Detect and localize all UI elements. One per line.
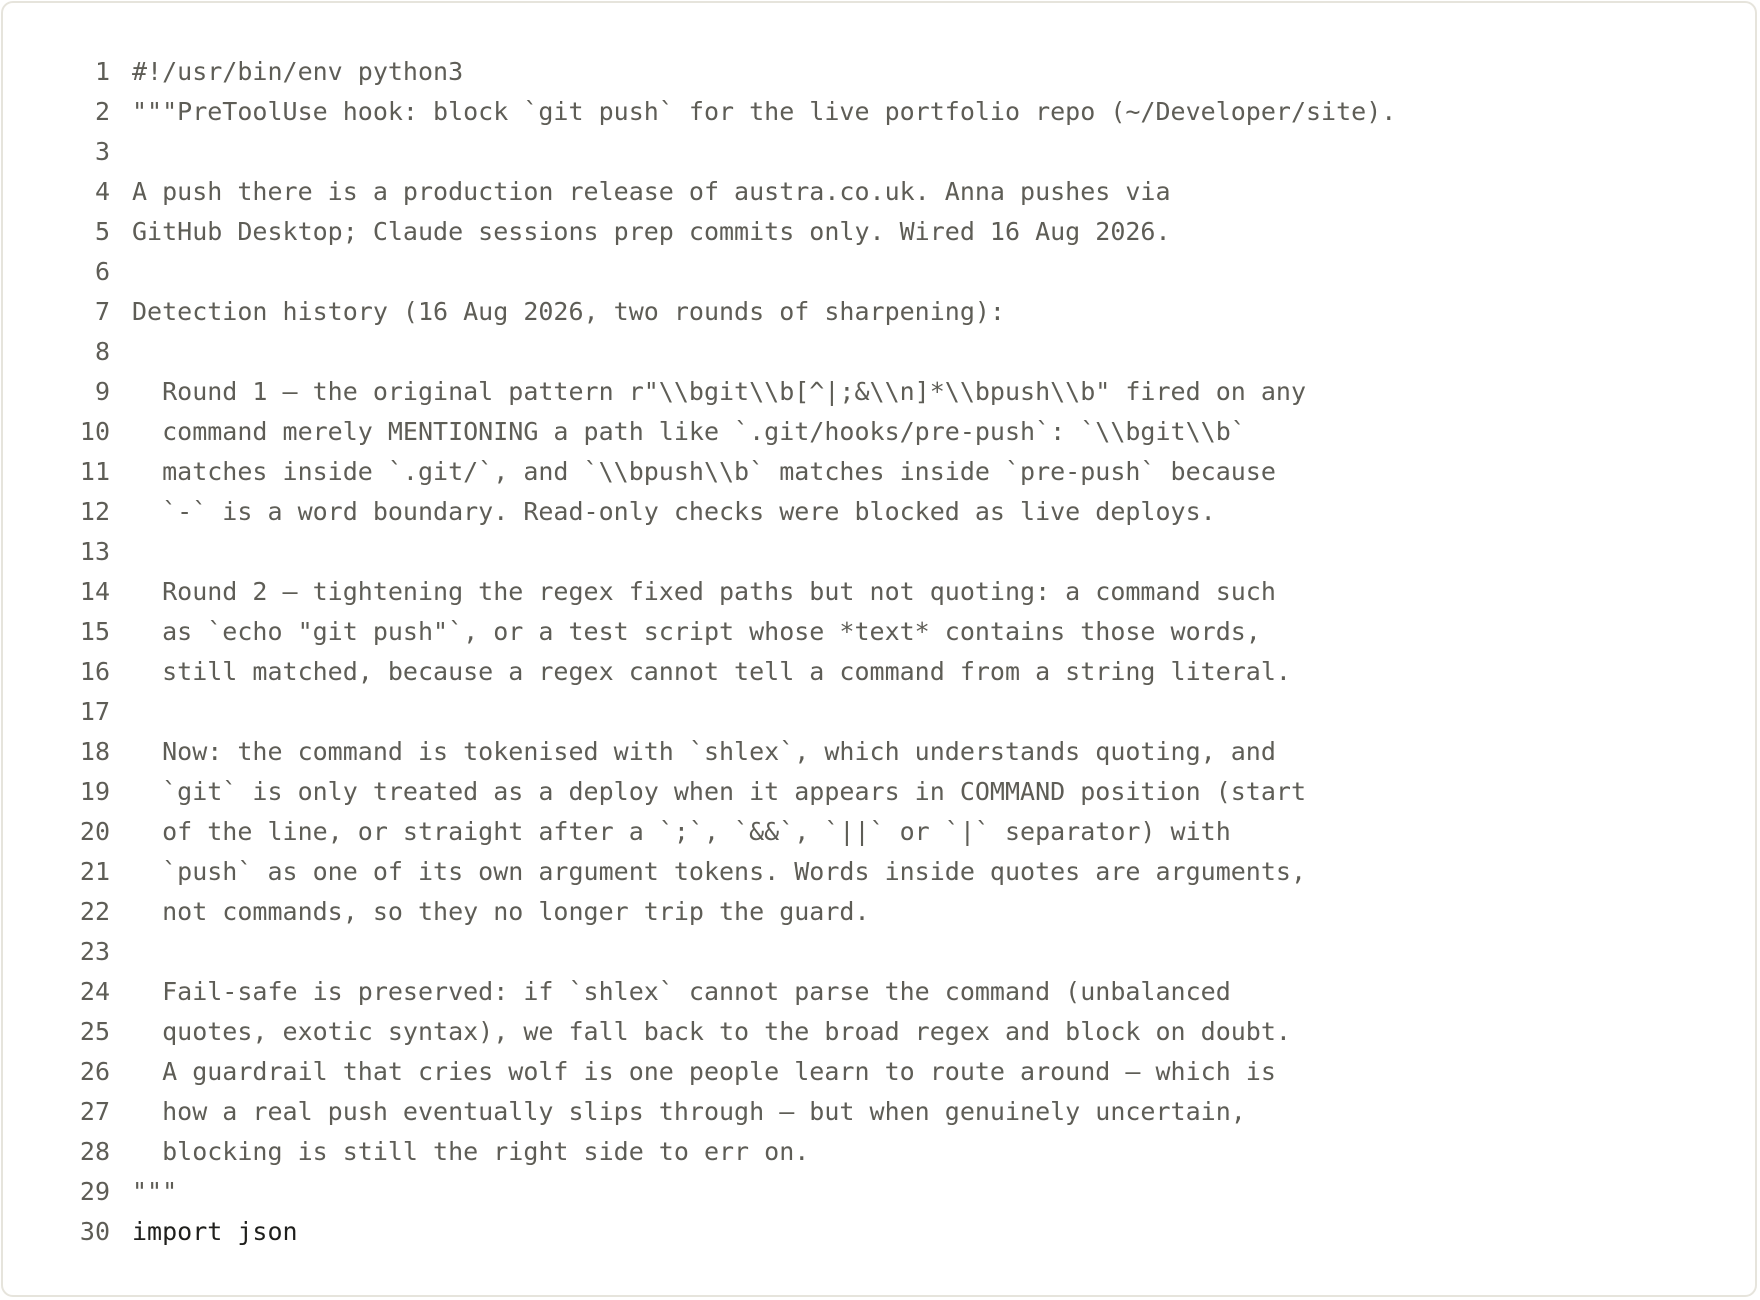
line-text: `git` is only treated as a deploy when it appears in COMMAND position (start xyxy=(132,777,1306,806)
line-text: command merely MENTIONING a path like `.git/hooks/pre-push`: `\\bgit\\b` xyxy=(132,417,1246,446)
line-number: 1 xyxy=(94,57,110,86)
code-line xyxy=(3,532,1753,572)
line-number: 25 xyxy=(79,1017,110,1046)
line-number: 15 xyxy=(79,617,110,646)
code-line xyxy=(3,612,1753,652)
code-line xyxy=(3,692,1753,732)
line-text: of the line, or straight after a `;`, `&&`, `||` or `|` separator) with xyxy=(132,817,1231,846)
code-line xyxy=(3,1052,1753,1092)
line-number: 5 xyxy=(94,217,110,246)
line-text: Now: the command is tokenised with `shlex`, which understands quoting, and xyxy=(132,737,1276,766)
line-number: 16 xyxy=(79,657,110,686)
code-block xyxy=(3,52,1753,1252)
code-line xyxy=(3,1092,1753,1132)
code-line xyxy=(3,292,1753,332)
line-number: 27 xyxy=(79,1097,110,1126)
line-text: #!/usr/bin/env python3 xyxy=(132,57,464,86)
line-number: 13 xyxy=(79,537,110,566)
code-line xyxy=(3,1012,1753,1052)
line-number: 2 xyxy=(94,97,110,126)
line-text: Round 2 — tightening the regex fixed paths but not quoting: a command such xyxy=(132,577,1276,606)
line-text xyxy=(110,252,1753,292)
code-line xyxy=(3,812,1753,852)
line-text: Detection history (16 Aug 2026, two rounds of sharpening): xyxy=(132,297,1005,326)
code-line xyxy=(3,932,1753,972)
line-number: 11 xyxy=(79,457,110,486)
line-text: `push` as one of its own argument tokens. Words inside quotes are arguments, xyxy=(132,857,1306,886)
line-text: """PreToolUse hook: block `git push` for the live portfolio repo (~/Developer/site). xyxy=(132,97,1397,126)
code-line xyxy=(3,92,1753,132)
code-line xyxy=(3,772,1753,812)
line-text xyxy=(110,932,1753,972)
line-text: """ xyxy=(132,1177,178,1206)
line-number: 8 xyxy=(94,337,110,366)
line-text: import json xyxy=(132,1217,298,1246)
line-number: 30 xyxy=(79,1217,110,1246)
code-line xyxy=(3,412,1753,452)
line-number: 12 xyxy=(79,497,110,526)
code-line xyxy=(3,652,1753,692)
line-number: 4 xyxy=(94,177,110,206)
code-line xyxy=(3,252,1753,292)
code-line xyxy=(3,852,1753,892)
line-text: Round 1 — the original pattern r"\\bgit\\b[^|;&\\n]*\\bpush\\b" fired on any xyxy=(132,377,1306,406)
line-text: `-` is a word boundary. Read-only checks were blocked as live deploys. xyxy=(132,497,1216,526)
line-text: GitHub Desktop; Claude sessions prep commits only. Wired 16 Aug 2026. xyxy=(132,217,1171,246)
line-text xyxy=(110,132,1753,172)
line-text: Fail-safe is preserved: if `shlex` cannot parse the command (unbalanced xyxy=(132,977,1231,1006)
code-line xyxy=(3,972,1753,1012)
line-number: 18 xyxy=(79,737,110,766)
code-viewer xyxy=(1,1,1757,1297)
code-line xyxy=(3,732,1753,772)
code-line xyxy=(3,372,1753,412)
line-text: still matched, because a regex cannot tell a command from a string literal. xyxy=(132,657,1291,686)
line-number: 9 xyxy=(94,377,110,406)
code-line xyxy=(3,172,1753,212)
line-text: not commands, so they no longer trip the guard. xyxy=(132,897,870,926)
line-text: blocking is still the right side to err on. xyxy=(132,1137,810,1166)
line-number: 29 xyxy=(79,1177,110,1206)
code-line xyxy=(3,1212,1753,1252)
line-number: 10 xyxy=(79,417,110,446)
line-number: 7 xyxy=(94,297,110,326)
line-text: quotes, exotic syntax), we fall back to the broad regex and block on doubt. xyxy=(132,1017,1291,1046)
code-line xyxy=(3,572,1753,612)
code-line xyxy=(3,212,1753,252)
line-text: A guardrail that cries wolf is one people learn to route around — which is xyxy=(132,1057,1276,1086)
line-text xyxy=(110,692,1753,732)
line-number: 20 xyxy=(79,817,110,846)
code-line xyxy=(3,52,1753,92)
line-number: 22 xyxy=(79,897,110,926)
line-number: 26 xyxy=(79,1057,110,1086)
line-text: A push there is a production release of austra.co.uk. Anna pushes via xyxy=(132,177,1171,206)
code-line xyxy=(3,332,1753,372)
code-line xyxy=(3,132,1753,172)
line-text: how a real push eventually slips through — but when genuinely uncertain, xyxy=(132,1097,1246,1126)
code-line xyxy=(3,492,1753,532)
line-number: 3 xyxy=(94,137,110,166)
line-number: 19 xyxy=(79,777,110,806)
code-line xyxy=(3,1172,1753,1212)
line-number: 21 xyxy=(79,857,110,886)
line-number: 28 xyxy=(79,1137,110,1166)
line-number: 23 xyxy=(79,937,110,966)
line-text xyxy=(110,532,1753,572)
line-text xyxy=(110,332,1753,372)
line-number: 24 xyxy=(79,977,110,1006)
line-text: as `echo "git push"`, or a test script whose *text* contains those words, xyxy=(132,617,1261,646)
line-text: matches inside `.git/`, and `\\bpush\\b` matches inside `pre-push` because xyxy=(132,457,1276,486)
line-number: 6 xyxy=(94,257,110,286)
code-line xyxy=(3,892,1753,932)
code-line xyxy=(3,1132,1753,1172)
line-number: 17 xyxy=(79,697,110,726)
code-line xyxy=(3,452,1753,492)
line-number: 14 xyxy=(79,577,110,606)
